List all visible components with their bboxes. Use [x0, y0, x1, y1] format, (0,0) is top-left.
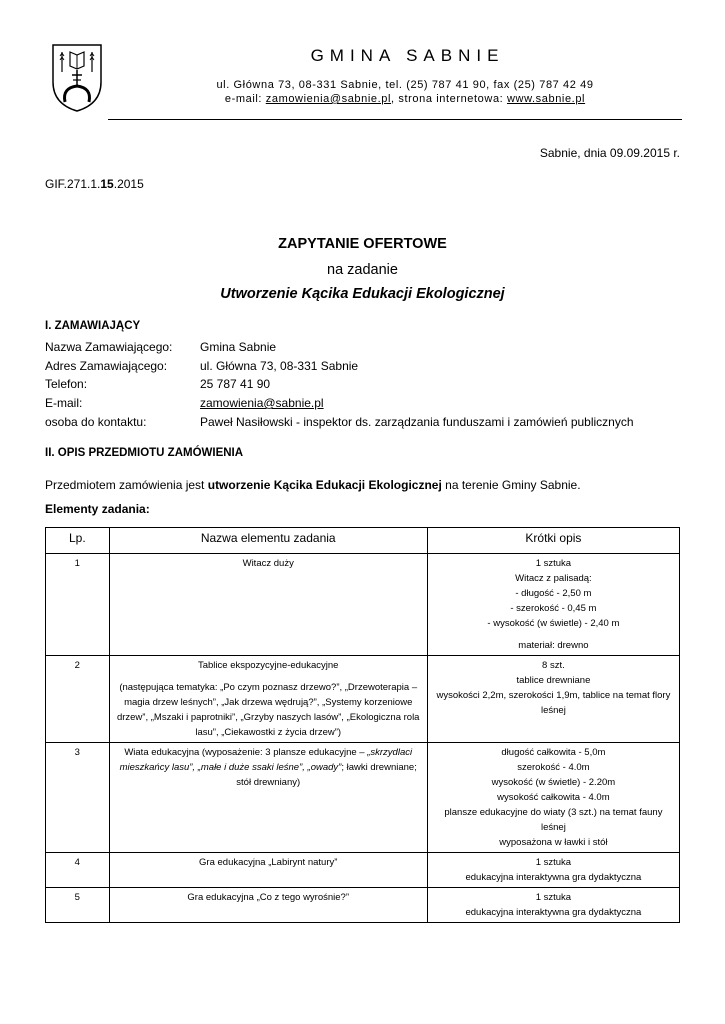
orderer-name-label: Nazwa Zamawiającego: [45, 340, 173, 354]
table-header-row [46, 528, 680, 554]
document-subtitle: na zadanie [327, 262, 398, 278]
row-number: 4 [46, 853, 110, 888]
email-link[interactable]: zamowienia@sabnie.pl [265, 93, 392, 105]
element-name-part: ; ławki drewniane; stół drewniany) [236, 762, 417, 788]
element-description [427, 853, 679, 888]
organization-address: ul. Główna 73, 08-331 Sabnie, tel. (25) 787 41 90, fax (25) 787 42 49 [216, 79, 594, 91]
element-description [427, 554, 679, 656]
column-header-name: Nazwa elementu zadania [109, 528, 427, 554]
organization-web-line [110, 92, 700, 106]
element-description [427, 888, 679, 923]
description-line: wyposażona w ławki i stół [499, 837, 608, 848]
element-description [427, 656, 679, 743]
orderer-name-value: Gmina Sabnie [200, 340, 277, 354]
table-row [46, 656, 680, 743]
column-header-description: Krótki opis [427, 528, 679, 554]
contact-person-value: Paweł Nasiłowski - inspektor ds. zarządzania funduszami i zamówień publicznych [200, 415, 634, 429]
element-description [427, 743, 679, 853]
orderer-phone-value: 25 787 41 90 [200, 377, 271, 391]
web-prefix: , strona internetowa: [391, 93, 507, 105]
intro-after: na terenie Gminy Sabnie. [441, 478, 581, 492]
organization-name [0, 46, 725, 66]
description-line: tablice drewniane [516, 675, 591, 686]
row-number: 3 [46, 743, 110, 853]
intro-before: Przedmiotem zamówienia jest [45, 478, 208, 492]
date-line: Sabnie, dnia 09.09.2015 r. [539, 146, 680, 160]
reference-number [45, 177, 144, 191]
table-row [46, 554, 680, 656]
row-number: 2 [46, 656, 110, 743]
element-name-part: Wiata edukacyjna (wyposażenie: 3 plansze edukacyjne – [124, 747, 368, 758]
element-name-italic: „skrzydlaci mieszkańcy lasu”, „małe i duże ssaki leśne”, „owady” [119, 747, 413, 773]
intro-bold: utworzenie Kącika Edukacji Ekologicznej [207, 478, 442, 492]
description-line: wysokości 2,2m, szerokości 1,9m, tablice na temat flory leśnej [436, 690, 671, 716]
element-name: Gra edukacyjna „Labirynt natury” [109, 853, 427, 888]
table-row [46, 743, 680, 853]
orderer-phone-label: Telefon: [45, 377, 88, 391]
orderer-address-value: ul. Główna 73, 08-331 Sabnie [200, 359, 359, 373]
description-line: 1 sztuka [535, 892, 572, 903]
element-name: Gra edukacyjna „Co z tego wyrośnie?” [109, 888, 427, 923]
description-line: - szerokość - 0,45 m [510, 603, 597, 614]
row-number: 1 [46, 554, 110, 656]
orderer-address-label: Adres Zamawiającego: [45, 359, 168, 373]
organization-name-text: GMINA SABNIE [310, 46, 505, 65]
description-line: - wysokość (w świetle) - 2,40 m [487, 618, 620, 629]
description-line: długość całkowita - 5,0m [501, 747, 606, 758]
description-material: materiał: drewno [518, 640, 589, 651]
description-line: 1 sztuka [535, 558, 572, 569]
description-line: edukacyjna interaktywna gra dydaktyczna [465, 872, 642, 883]
orderer-email-label: E-mail: [45, 396, 83, 410]
description-line: 1 sztuka [535, 857, 572, 868]
element-name [109, 743, 427, 853]
section-subject-heading: II. OPIS PRZEDMIOTU ZAMÓWIENIA [45, 447, 244, 459]
elements-heading: Elementy zadania: [45, 502, 150, 516]
subject-intro [45, 478, 581, 492]
description-line: plansze edukacyjne do wiaty (3 szt.) na temat fauny leśnej [444, 807, 663, 833]
description-line: - długość - 2,50 m [515, 588, 592, 599]
description-line: Witacz z palisadą: [515, 573, 592, 584]
email-prefix: e-mail: [224, 93, 266, 105]
element-name-details: (następująca tematyka: „Po czym poznasz drzewo?”, „Drzewoterapia – magia drzew leśnych”, „Jak drzewa wędrują?”, „Systemy korzeniowe drzew”, „Mszaki i paprotniki”, „Grzyby naszych lasów”, „Ekologiczna rola lasu”, „Ciekawostki z życia drzew”) [116, 682, 420, 738]
description-line: wysokość (w świetle) - 2.20m [491, 777, 616, 788]
reference-prefix: GIF.271.1. [45, 177, 101, 191]
element-name-main: Tablice ekspozycyjne-edukacyjne [197, 660, 339, 671]
reference-suffix: .2015 [113, 177, 144, 191]
description-line: edukacyjna interaktywna gra dydaktyczna [465, 907, 642, 918]
section-orderer-heading: I. ZAMAWIAJĄCY [45, 320, 141, 332]
table-row [46, 888, 680, 923]
element-name [109, 656, 427, 743]
table-row [46, 853, 680, 888]
contact-person-label: osoba do kontaktu: [45, 415, 147, 429]
row-number: 5 [46, 888, 110, 923]
column-header-lp: Lp. [46, 528, 110, 554]
organization-contact [110, 78, 700, 106]
orderer-email-link[interactable]: zamowienia@sabnie.pl [200, 396, 324, 410]
reference-bold: 15 [100, 177, 114, 191]
document-title: ZAPYTANIE OFERTOWE [278, 236, 447, 252]
description-line: 8 szt. [542, 660, 565, 671]
description-line: wysokość całkowita - 4.0m [497, 792, 610, 803]
element-name: Witacz duży [109, 554, 427, 656]
elements-table [45, 527, 680, 923]
description-line: szerokość - 4.0m [517, 762, 590, 773]
header-divider [108, 119, 682, 120]
task-name: Utworzenie Kącika Edukacji Ekologicznej [220, 286, 505, 302]
website-link[interactable]: www.sabnie.pl [506, 93, 586, 105]
